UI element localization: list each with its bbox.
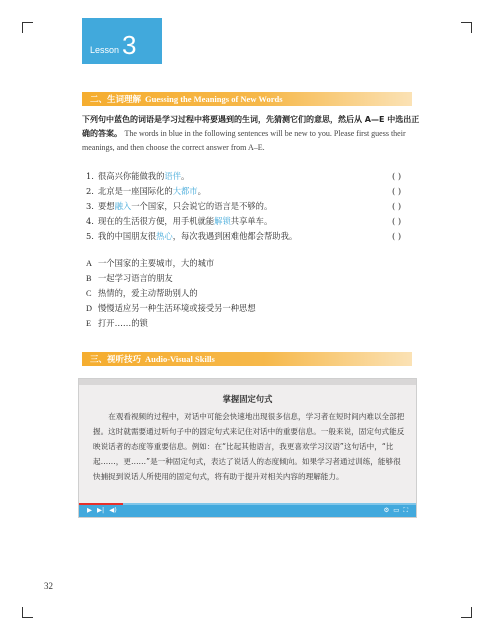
fullscreen-icon[interactable]: ⛶ (403, 506, 408, 514)
option-text: 热情的，爱主动帮助别人的 (98, 288, 198, 298)
question-text-end: 。 (181, 171, 190, 181)
option-letter: C (86, 289, 92, 298)
question-text: 我的中国朋友很 (98, 231, 157, 241)
settings-icon[interactable]: ⚙ (383, 506, 390, 514)
question-text: 要想 (98, 201, 115, 211)
window-icon[interactable]: ▭ (393, 506, 400, 514)
new-word: 解锁 (214, 216, 231, 226)
question-number: 3. (86, 201, 94, 211)
next-icon[interactable]: ▶| (97, 506, 105, 514)
question-number: 1. (86, 171, 94, 181)
section-title-en: Guessing the Meanings of New Words (145, 94, 283, 104)
play-icon[interactable]: ▶ (87, 506, 92, 514)
player-top-band (79, 379, 416, 385)
volume-icon[interactable]: ◀) (109, 506, 117, 514)
tip-body: 在观看视频的过程中，对话中可能会快速地出现很多信息，学习者在短时间内难以全部把握。这时就需要通过听句子中的固定句式来记住对话中的重要信息。一般来说，固定句式能反映说话者的态度等重要信息。例如：在“比起其他语言，我更喜欢学习汉语”这句话中，“比起……，更……”是一种固定句式，表达了说话人的态度倾向。如果学习者通过训练，能够很快捕捉到说话人所使用的固定句式，将有助于提升对相关内容的理解能力。 (93, 412, 405, 481)
player-control-bar (79, 503, 416, 517)
question-text-end: ，每次我遇到困难他都会帮助我。 (172, 231, 298, 241)
answer-blank[interactable]: ( ) (392, 216, 402, 226)
instructions (82, 113, 422, 155)
new-word: 语伴 (164, 171, 181, 181)
section-header-audio-visual (82, 352, 412, 366)
crop-mark-top-right (461, 22, 472, 33)
lesson-number: 3 (122, 30, 137, 60)
option-letter: E (86, 319, 92, 328)
section-title-en: Audio-Visual Skills (145, 354, 215, 364)
answer-blank[interactable]: ( ) (392, 201, 402, 211)
video-player-panel (78, 378, 417, 518)
progress-fill (79, 503, 123, 505)
option-text: 一起学习语言的朋友 (98, 273, 173, 283)
answer-option (86, 316, 416, 331)
progress-bar[interactable] (79, 503, 416, 505)
option-letter: B (86, 274, 92, 283)
lesson-tab (82, 18, 162, 64)
instructions-en: The words in blue in the following sentences will be new to you. Please first guess their meanings, and then choose the correct answer from A–E. (82, 129, 406, 152)
question-item (86, 214, 416, 229)
question-list (86, 169, 416, 244)
question-item (86, 229, 416, 244)
instructions-cn: 下列句中蓝色的词语是学习过程中将要遇到的生词，先猜测它们的意思，然后从 A—E 中选出正确的答案。 (82, 115, 420, 138)
question-item (86, 169, 416, 184)
option-text: 慢慢适应另一种生活环境或接受另一种思想 (98, 303, 256, 313)
option-letter: A (86, 259, 92, 268)
answer-option (86, 256, 416, 271)
answer-options (86, 256, 416, 331)
question-number: 2. (86, 186, 94, 196)
question-number: 4. (86, 216, 94, 226)
option-text: 打开……的锁 (98, 318, 148, 328)
tip-title: 掌握固定句式 (222, 394, 273, 404)
question-text: 北京是一座国际化的 (98, 186, 173, 196)
answer-option (86, 271, 416, 286)
answer-blank[interactable]: ( ) (392, 231, 402, 241)
answer-blank[interactable]: ( ) (392, 186, 402, 196)
section-title-cn: 二、生词理解 (90, 95, 142, 105)
question-text-end: 共享单车。 (230, 216, 273, 226)
section-title-cn: 三、视听技巧 (90, 355, 142, 365)
crop-mark-top-left (22, 22, 33, 33)
question-text-end: 。 (197, 186, 206, 196)
answer-blank[interactable]: ( ) (392, 171, 402, 181)
question-item (86, 199, 416, 214)
option-letter: D (86, 304, 92, 313)
lesson-word: Lesson (90, 45, 120, 55)
question-item (86, 184, 416, 199)
new-word: 大都市 (172, 186, 198, 196)
crop-mark-bottom-right (461, 607, 472, 618)
new-word: 融入 (114, 201, 132, 211)
question-text: 现在的生活很方便，用手机就能 (98, 216, 215, 226)
answer-option (86, 301, 416, 316)
section-header-new-words (82, 92, 412, 106)
option-text: 一个国家的主要城市，大的城市 (98, 258, 215, 268)
crop-mark-bottom-left (22, 607, 33, 618)
answer-option (86, 286, 416, 301)
page-number: 32 (44, 581, 53, 591)
question-text-end: 一个国家，只会说它的语言是不够的。 (131, 201, 273, 211)
new-word: 热心 (156, 231, 173, 241)
question-number: 5. (86, 231, 94, 241)
question-text: 很高兴你能做我的 (98, 171, 165, 181)
